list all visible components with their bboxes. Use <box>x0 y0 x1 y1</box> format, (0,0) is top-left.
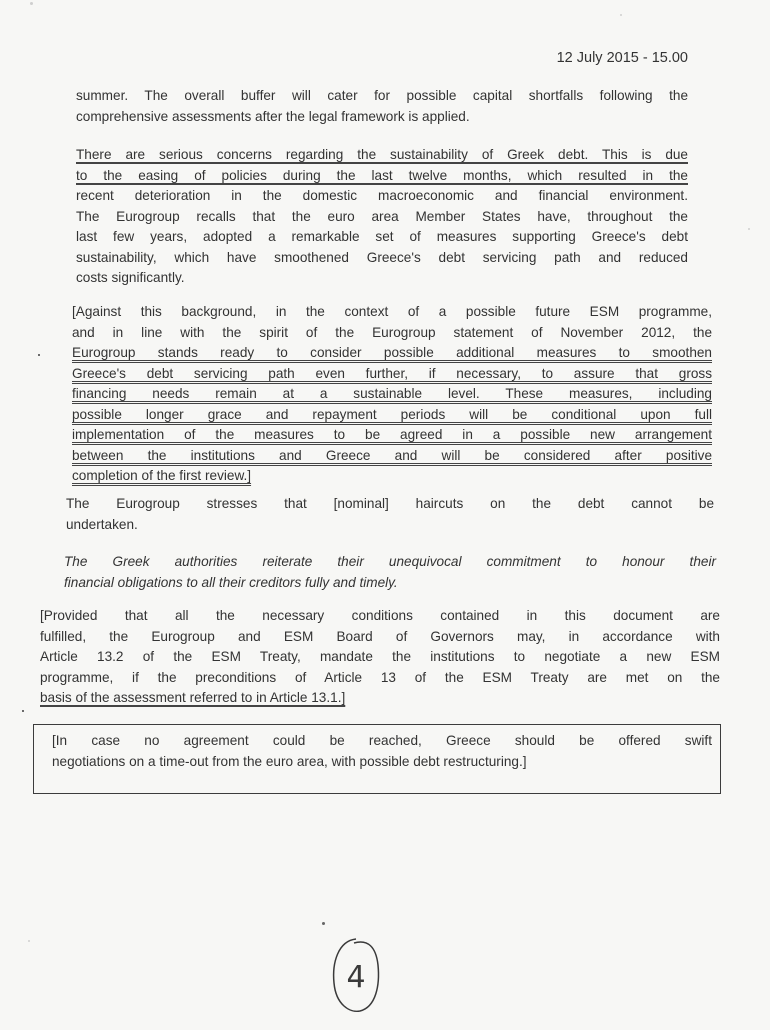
paragraph-debt-sustainability <box>76 145 688 289</box>
text-line: negotiations on a time-out from the euro area, with possible debt restructuring.] <box>52 753 527 769</box>
text-line: [Against this background, in the context of a possible future ESM programme, <box>72 304 712 319</box>
paragraph-greek-commitment <box>64 552 716 593</box>
text-line: fulfilled, the Eurogroup and ESM Board of Governors may, in accordance with <box>40 628 720 644</box>
text-line-underlined: to the easing of policies during the last twelve months, which resulted in the <box>76 167 688 183</box>
paragraph-esm-mandate <box>40 606 720 709</box>
text-line: financial obligations to all their creditors fully and timely. <box>64 574 398 590</box>
text-line: Article 13.2 of the ESM Treaty, mandate the institutions to negotiate a new ESM <box>40 649 720 664</box>
scan-speck <box>748 228 750 230</box>
text-line: undertaken. <box>66 516 138 532</box>
text-line-underlined: implementation of the measures to be agreed in a possible new arrangement <box>72 427 712 442</box>
text-line: costs significantly. <box>76 270 185 285</box>
text-line-underlined: Eurogroup stands ready to consider possible additional measures to smoothen <box>72 345 712 360</box>
text-line-underlined: Greece's debt servicing path even further, if necessary, to assure that gross <box>72 365 712 381</box>
text-line: recent deterioration in the domestic macroeconomic and financial environment. <box>76 188 688 203</box>
text-line: sustainability, which have smoothened Greece's debt servicing path and reduced <box>76 249 688 265</box>
text-line-underlined: between the institutions and Greece and will be considered after positive <box>72 447 712 463</box>
text-line-underlined: completion of the first review.] <box>72 468 252 483</box>
text-line: programme, if the preconditions of Article 13 of the ESM Treaty are met on the <box>40 669 720 685</box>
scan-speck <box>322 922 325 925</box>
text-line-underlined: possible longer grace and repayment periods will be conditional upon full <box>72 406 712 422</box>
text-line: last few years, adopted a remarkable set of measures supporting Greece's debt <box>76 229 688 244</box>
paragraph-time-out <box>52 731 712 772</box>
margin-dot: · <box>36 344 42 364</box>
paragraph-no-haircuts <box>66 494 714 535</box>
page-number-text: 4 <box>346 960 366 995</box>
text-line-underlined: basis of the assessment referred to in Article 13.1.] <box>40 690 346 705</box>
text-line: [In case no agreement could be reached, Greece should be offered swift <box>52 733 712 748</box>
scan-speck <box>30 2 33 5</box>
scan-speck <box>620 14 622 16</box>
text-line: [Provided that all the necessary conditions contained in this document are <box>40 608 720 623</box>
scan-speck <box>28 940 30 942</box>
handwritten-page-number <box>330 935 382 1020</box>
text-line: The Greek authorities reiterate their unequivocal commitment to honour their <box>64 554 716 569</box>
text-line: and in line with the spirit of the Eurogroup statement of November 2012, the <box>72 324 712 340</box>
paragraph-additional-measures <box>72 302 712 487</box>
text-line: summer. The overall buffer will cater for possible capital shortfalls following the <box>76 88 688 103</box>
text-line: The Eurogroup recalls that the euro area Member States have, throughout the <box>76 208 688 224</box>
text-line: The Eurogroup stresses that [nominal] haircuts on the debt cannot be <box>66 496 714 511</box>
paragraph-buffer <box>76 86 688 127</box>
text-line-underlined: There are serious concerns regarding the sustainability of Greek debt. This is due <box>76 147 688 162</box>
text-line-underlined: financing needs remain at a sustainable level. These measures, including <box>72 386 712 401</box>
circle-mark-icon <box>330 935 382 1015</box>
text-line: comprehensive assessments after the legal framework is applied. <box>76 108 470 124</box>
margin-dot: · <box>20 700 26 720</box>
date-time-header: 12 July 2015 - 15.00 <box>556 50 688 66</box>
